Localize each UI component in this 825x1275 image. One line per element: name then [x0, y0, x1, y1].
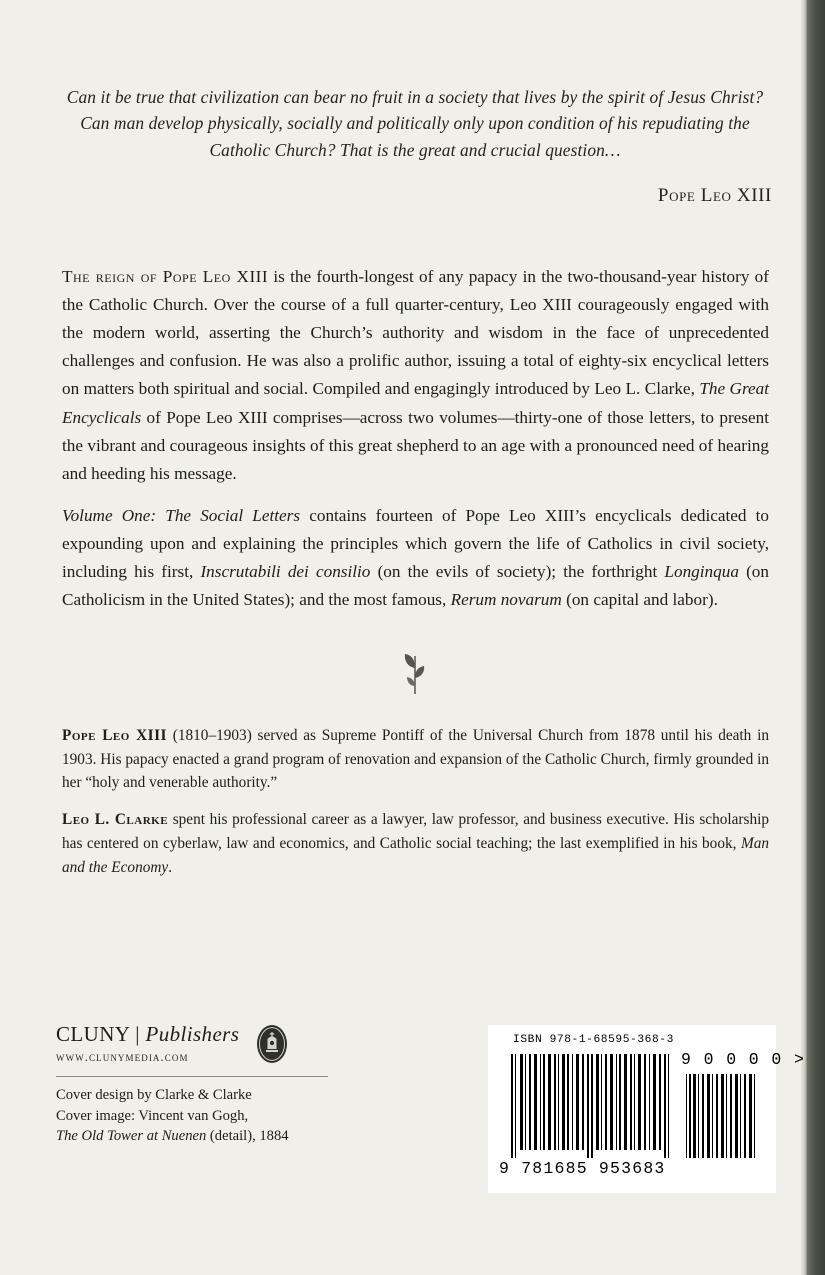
bio-book-title: Man and the Economy [62, 835, 769, 877]
blurb-paragraph-2d: (on capital and labor). [561, 589, 718, 609]
ean13-digits: 9 781685 953683 [499, 1159, 666, 1178]
bio-name-pope-leo: Pope Leo XIII [62, 726, 167, 744]
credit-image-title: The Old Tower at Nuenen [56, 1128, 207, 1145]
credit-design: Cover design by Clarke & Clarke [56, 1087, 252, 1103]
work-title: The Great Encyclicals [62, 379, 769, 427]
author-bios [56, 724, 774, 880]
blurb-paragraph-2b: (on the evils of society); the forthright [370, 561, 665, 581]
spine-edge [807, 0, 825, 1275]
encyclical-title-3: Rerum novarum [450, 589, 562, 609]
epigraph-attribution-text: Pope Leo XIII [657, 185, 772, 207]
publisher-name [56, 1022, 239, 1047]
bio-text-pope-leo: (1810–1903) served as Supreme Pontiff of the Universal Church from 1878 until his death in 1903. His papacy enacted a grand program of renovation and expansion of the Catholic Church, firmly grounded in her “holy and venerable authority.” [62, 726, 769, 792]
barcode-block [488, 1025, 806, 1193]
blurb [56, 263, 774, 613]
publisher-name-separator: | [129, 1022, 146, 1046]
volume-title: Volume One: The Social Letters [62, 505, 301, 525]
cover-content [56, 0, 806, 1275]
leaf-ornament-icon [395, 648, 435, 694]
encyclical-title-1: Inscrutabili dei consilio [200, 561, 371, 581]
bio-name-leo-clarke: Leo L. Clarke [62, 811, 169, 829]
blurb-paragraph-1 [62, 263, 769, 487]
bio-text-leo-clarke-tail: . [168, 859, 173, 877]
blurb-paragraph-1-rest: is the fourth-longest of any papacy in the two-thousand-year history of the Catholic Church. Over the course of a full quarter-century, Leo XIII courageously engaged with the modern world, asserting the Church’s authority and wisdom in the face of unprecedented challenges and confusion. He was also a prolific author, issuing a total of eighty-six encyclical letters on matters both spiritual and social. Compiled and engagingly introduced by Leo L. Clarke, [62, 267, 769, 399]
ean13-barcode-icon [509, 1054, 673, 1158]
encyclical-title-2: Longinqua [664, 561, 739, 581]
epigraph-quote: Can it be true that civilization can bear no fruit in a society that lives by the spirit of Jesus Christ? Can man develop physically, socially and politically only upon condition of his repudiating the Catholic Church? That is the great and crucial question… [66, 87, 764, 160]
epigraph-attribution [56, 185, 774, 207]
bio-pope-leo [62, 724, 769, 796]
blurb-paragraph-2 [62, 502, 769, 614]
publisher-seal-icon [255, 1023, 289, 1065]
blurb-paragraph-2c: (on Catholicism in the United States); and the most famous, [62, 561, 769, 609]
bio-text-leo-clarke: spent his professional career as a lawyer, law professor, and business executive. His scholarship has centered on cyberlaw, law and economics, and Catholic social teaching; the last exemplified in his book, [62, 811, 770, 853]
blurb-paragraph-1-tail: of Pope Leo XIII comprises—across two volumes—thirty-one of those letters, to present the vibrant and courageous insights of this great shepherd to an age with a pronounced need of hearing and heeding his message. [62, 407, 769, 483]
credit-image-rest: (detail), 1884 [206, 1128, 289, 1145]
isbn-label: ISBN 978-1-68595-368-3 [513, 1034, 674, 1046]
ean5-addon-barcode-icon [685, 1074, 757, 1158]
footer-divider [56, 1076, 328, 1077]
publisher-name-italic: Publishers [145, 1022, 240, 1046]
publisher-name-main: CLUNY [56, 1022, 130, 1046]
blurb-paragraph-2a: contains fourteen of Pope Leo XIII’s encyclicals dedicated to expounding upon and explaining the principles which govern the life of Catholics in civil society, including his first, [62, 505, 769, 581]
bio-leo-clarke [62, 808, 769, 880]
ean5-addon-digits: 9 0 0 0 0 > [681, 1050, 806, 1069]
credit-image-line1: Cover image: Vincent van Gogh, [56, 1107, 249, 1124]
blurb-lead-in: The reign of Pope Leo XIII [62, 267, 269, 287]
publisher-website[interactable]: www.clunymedia.com [56, 1050, 189, 1064]
publisher-block [56, 1022, 239, 1065]
